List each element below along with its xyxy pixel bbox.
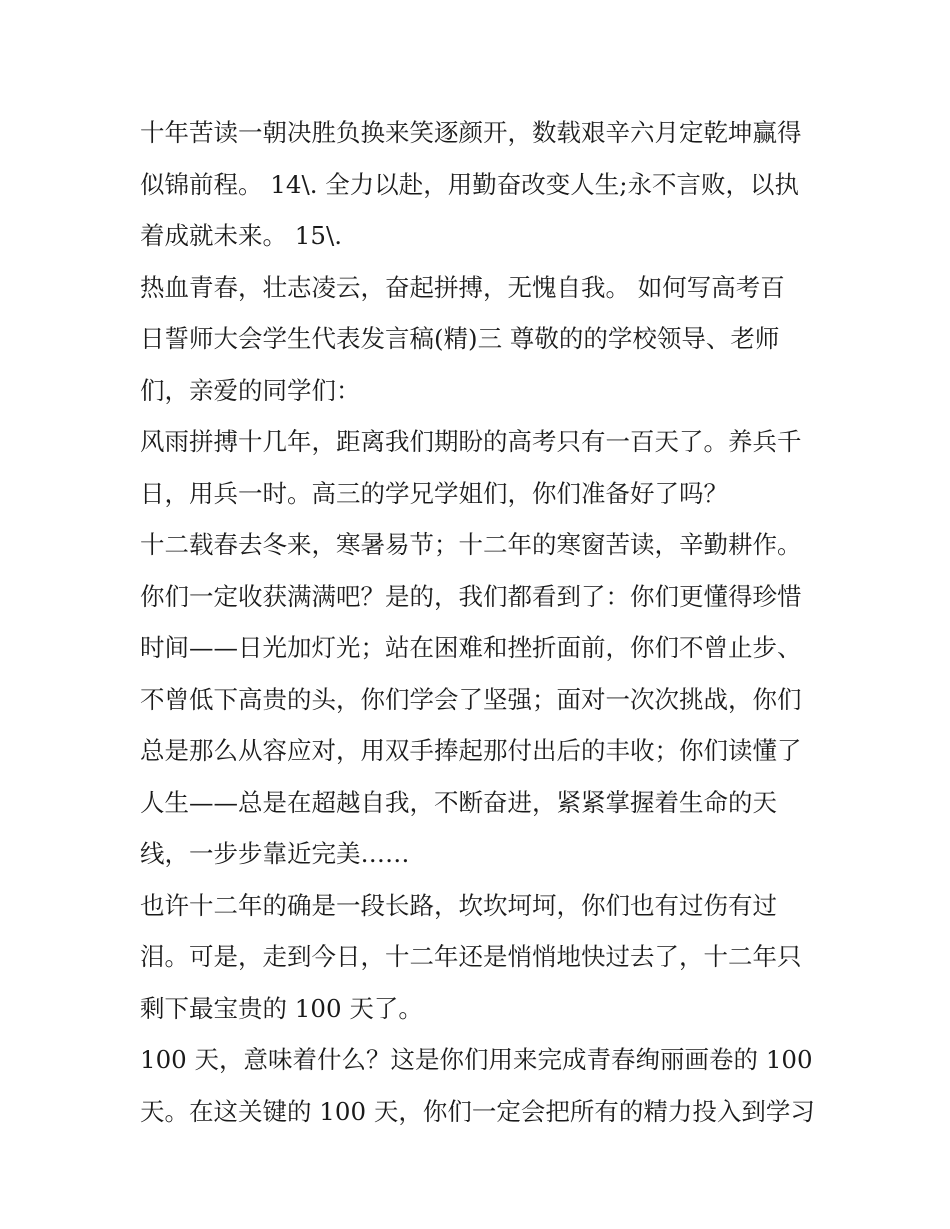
text-line: 着成就未来。 15\. [140,221,343,250]
text-line: 泪。可是，走到今日，十二年还是悄悄地快过去了，十二年只 [140,942,802,971]
text-line: 热血青春，壮志凌云，奋起拼搏，无愧自我。 如何写高考百 [140,272,785,302]
text-line: 总是那么从容应对，用双手捧起那付出后的丰收；你们读懂了 [140,736,802,765]
text-line: 似锦前程。 14\. 全力以赴，用勤奋改变人生;永不言败，以执 [140,169,800,199]
text-line: 风雨拼搏十几年，距离我们期盼的高考只有一百天了。养兵千 [140,427,802,456]
paragraph-2 [140,262,820,417]
paragraph-4 [140,519,820,880]
paragraph-6 [140,1034,820,1137]
text-line: 十年苦读一朝决胜负换来笑逐颜开，数载艰辛六月定乾坤赢得 [140,118,802,147]
text-line: 线，一步步靠近完美…… [140,839,410,868]
text-line: 100 天，意味着什么？这是你们用来完成青春绚丽画卷的 100 [140,1045,813,1074]
text-line: 剩下最宝贵的 100 天了。 [140,993,423,1023]
paragraph-1 [140,107,820,262]
text-line: 也许十二年的确是一段长路，坎坎坷坷，你们也有过伤有过 [140,890,777,920]
text-line: 十二载春去冬来，寒暑易节；十二年的寒窗苦读，辛勤耕作。 [140,530,802,559]
text-line: 日誓师大会学生代表发言稿(精)三 尊敬的的学校领导、老师 [140,324,780,353]
text-line: 们，亲爱的同学们： [140,375,361,405]
text-line: 你们一定收获满满吧？是的，我们都看到了：你们更懂得珍惜 [140,581,802,611]
text-line: 日，用兵一时。高三的学兄学姐们，你们准备好了吗？ [140,478,728,508]
paragraph-3 [140,416,820,519]
text-line: 时间——日光加灯光；站在困难和挫折面前，你们不曾止步、 [140,633,802,662]
text-line: 不曾低下高贵的头，你们学会了坚强；面对一次次挑战，你们 [140,684,802,714]
text-line: 天。在这关键的 100 天，你们一定会把所有的精力投入到学习 [140,1096,815,1126]
paragraph-5 [140,880,820,1035]
document-body [140,107,820,1137]
text-line: 人生——总是在超越自我，不断奋进，紧紧掌握着生命的天 [140,787,777,817]
